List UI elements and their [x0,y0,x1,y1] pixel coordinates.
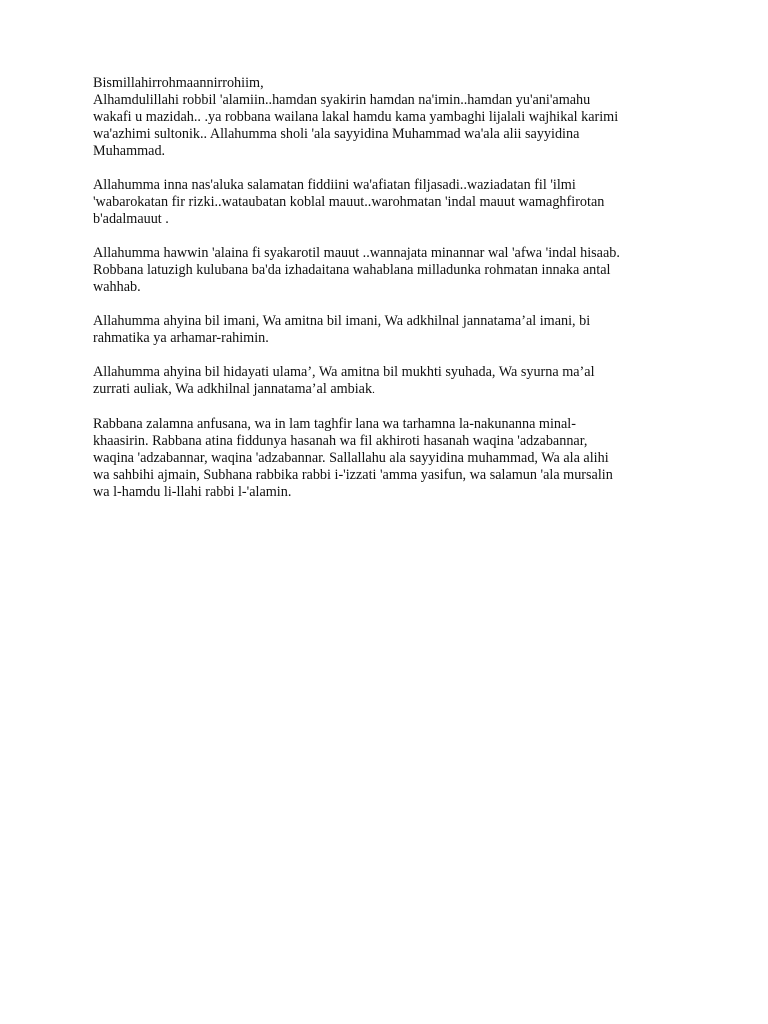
document-page [93,75,693,518]
text-line: wa'azhimi sultonik.. Allahumma sholi 'ala sayyidina Muhammad wa'ala alii sayyidina [93,126,580,142]
text-line: Allahumma ahyina bil imani, Wa amitna bil imani, Wa adkhilnal jannatama’al imani, bi [93,313,591,329]
text-line: Allahumma inna nas'aluka salamatan fiddiini wa'afiatan filjasadi..waziadatan fil 'ilmi [93,177,576,193]
text-line: wa sahbihi ajmain, Subhana rabbika rabbi i-'izzati 'amma yasifun, wa salamun 'ala mursalin [93,467,613,483]
text-line: Rabbana zalamna anfusana, wa in lam taghfir lana wa tarhamna la-nakunanna minal- [93,416,576,432]
text-line: Robbana latuzigh kulubana ba'da izhadaitana wahablana milladunka rohmatan innaka antal [93,262,611,278]
text-line: b'adalmauut . [93,211,169,227]
text-line: wahhab. [93,279,141,295]
paragraph-ahyina-hidayati [93,364,693,399]
paragraph-hawwin [93,245,693,296]
text-line [93,381,693,399]
paragraph-rabbana [93,416,693,501]
paragraph-opening [93,75,693,160]
text-line: Muhammad. [93,143,166,159]
text-line: 'wabarokatan fir rizki..wataubatan koblal mauut..warohmatan 'indal mauut wamaghfirotan [93,194,605,210]
text-line: Allahumma ahyina bil hidayati ulama’, Wa amitna bil mukhti syuhada, Wa syurna ma’al [93,364,595,380]
text-line: Alhamdulillahi robbil 'alamiin..hamdan syakirin hamdan na'imin..hamdan yu'ani'amahu [93,92,591,108]
paragraph-salamatan [93,177,693,228]
text-line: Allahumma hawwin 'alaina fi syakarotil mauut ..wannajata minannar wal 'afwa 'indal hisaab. [93,245,620,261]
text-line: rahmatika ya arhamar-rahimin. [93,330,269,346]
text-line: wakafi u mazidah.. .ya robbana wailana lakal hamdu kama yambaghi lijalali wajhikal karimi [93,109,619,125]
text-line: khaasirin. Rabbana atina fiddunya hasanah wa fil akhiroti hasanah waqina 'adzabannar, [93,433,588,449]
text-line: waqina 'adzabannar, waqina 'adzabannar. Sallallahu ala sayyidina muhammad, Wa ala alihi [93,450,609,466]
paragraph-ahyina-imani [93,313,693,347]
text-line: wa l-hamdu li-llahi rabbi l-'alamin. [93,484,292,500]
text-line: Bismillahirrohmaannirrohiim, [93,75,264,91]
text-line-body: zurrati auliak, Wa adkhilnal jannatama’al ambiak [93,381,373,397]
text-line-tail: . [372,384,375,396]
